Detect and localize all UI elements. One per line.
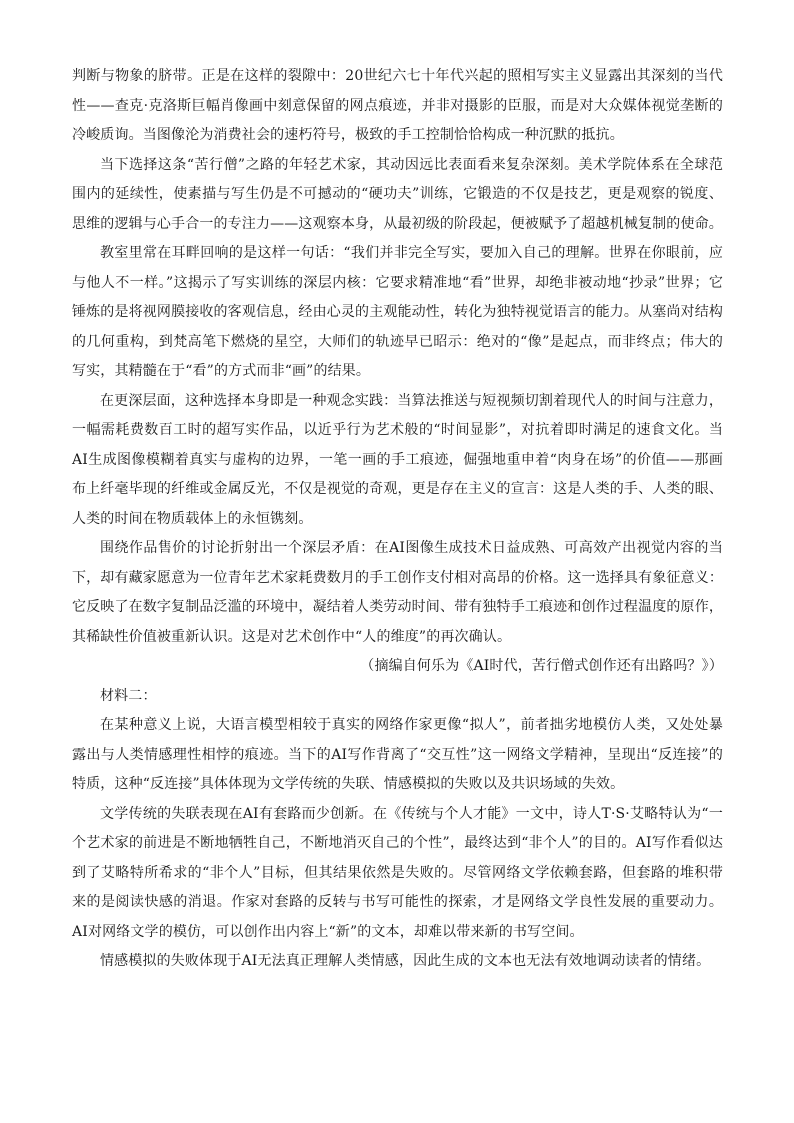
section-heading: 材料二：	[100, 687, 157, 704]
body-paragraph: 教室里常在耳畔回响的是这样一句话：“我们并非完全写实，要加入自己的理解。世界在你眼前，应与他人不一样。”这揭示了写实训练的深层内核：它要求精准地“看”世界，却绝非被动地“抄录”世界；它锤炼的是将视网膜接收的客观信息，经由心灵的主观能动性，转化为独特视觉语言的能力。从塞尚对结构的几何重构，到梵高笔下燃烧的星空，大师们的轨迹早已昭示：绝对的“像”是起点，而非终点；伟大的写实，其精髓在于“看”的方式而非“画”的结果。	[72, 245, 723, 379]
body-paragraph: 情感模拟的失败体现于AI无法真正理解人类情感，因此生成的文本也无法有效地调动读者的情绪。	[100, 953, 711, 969]
body-paragraph: 当下选择这条“苦行僧”之路的年轻艺术家，其动因远比表面看来复杂深刻。美术学院体系在全球范围内的延续性，使素描与写生仍是不可撼动的“硬功夫”训练，它锻造的不仅是技艺，更是观察的锐度、思维的逻辑与心手合一的专注力——这观察本身，从最初级的阶段起，便被赋予了超越机械复制的使命。	[72, 156, 723, 232]
body-paragraph: 围绕作品售价的讨论折射出一个深层矛盾：在AI图像生成技术日益成熟、可高效产出视觉内容的当下，却有藏家愿意为一位青年艺术家耗费数月的手工创作支付相对高昂的价格。这一选择具有象征意义：它反映了在数字复制品泛滥的环境中，凝结着人类劳动时间、带有独特手工痕迹和创作过程温度的原作，其稀缺性价值被重新认识。这是对艺术创作中“人的维度”的再次确认。	[72, 540, 723, 645]
source-citation: （摘编自何乐为《AI时代，苦行僧式创作还有出路吗？》）	[360, 658, 723, 674]
body-paragraph: 文学传统的失联表现在AI有套路而少创新。在《传统与个人才能》一文中，诗人T·S·艾略特认为“一个艺术家的前进是不断地牺牲自己，不断地消灭自己的个性”，最终达到“非个人”的目的。AI写作看似达到了艾略特所希求的“非个人”目标，但其结果依然是失败的。尽管网络文学依赖套路，但套路的堆积带来的是阅读快感的消退。作家对套路的反转与书写可能性的探索，才是网络文学良性发展的重要动力。AI对网络文学的模仿，可以创作出内容上“新”的文本，却难以带来新的书写空间。	[72, 805, 723, 940]
document-page	[72, 62, 723, 977]
body-paragraph: 在更深层面，这种选择本身即是一种观念实践：当算法推送与短视频切割着现代人的时间与注意力，一幅需耗费数百工时的超写实作品，以近乎行为艺术般的“时间显影”，对抗着即时满足的速食文化。当AI生成图像模糊着真实与虚构的边界，一笔一画的手工痕迹，倔强地重申着“肉身在场”的价值——那画布上纤毫毕现的纤维或金属反光，不仅是视觉的奇观，更是存在主义的宣言：这是人类的手、人类的眼、人类的时间在物质载体上的永恒镌刻。	[72, 392, 723, 527]
body-paragraph: 在某种意义上说，大语言模型相较于真实的网络作家更像“拟人”，前者拙劣地模仿人类，又处处暴露出与人类情感理性相悖的痕迹。当下的AI写作背离了“交互性”这一网络文学精神，呈现出“反连接”的特质，这种“反连接”具体体现为文学传统的失联、情感模拟的失败以及共识场域的失效。	[72, 717, 723, 792]
body-paragraph: 判断与物象的脐带。正是在这样的裂隙中：20世纪六七十年代兴起的照相写实主义显露出其深刻的当代性——查克·克洛斯巨幅肖像画中刻意保留的网点痕迹，并非对摄影的臣服，而是对大众媒体视觉垄断的冷峻质询。当图像沦为消费社会的速朽符号，极致的手工控制恰恰构成一种沉默的抵抗。	[72, 68, 723, 143]
